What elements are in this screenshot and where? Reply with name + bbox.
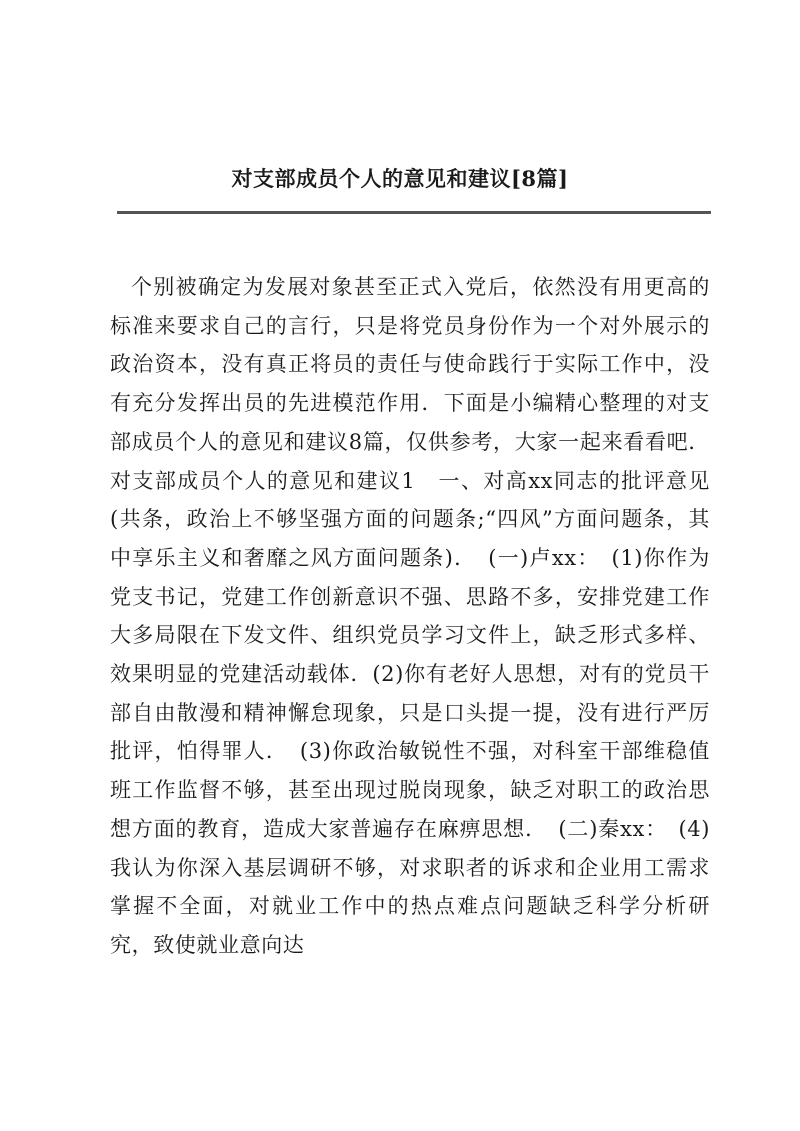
title-divider — [117, 211, 711, 214]
body-paragraph: 个别被确定为发展对象甚至正式入党后，依然没有用更高的标准来要求自己的言行，只是将党员身份作为一个对外展示的政治资本，没有真正将员的责任与使命践行于实际工作中，没有充分发挥出员的先进模范作用．下面是小编精心整理的对支部成员个人的意见和建议8篇，仅供参考，大家一起来看看吧．对支部成员个人的意见和建议1 一、对高xx同志的批评意见(共条，政治上不够坚强方面的问题条;“四风”方面问题条，其中享乐主义和奢靡之风方面问题条)． (一)卢xx： (1)你作为党支书记，党建工作创新意识不强、思路不多，安排党建工作大多局限在下发文件、组织党员学习文件上，缺乏形式多样、效果明显的党建活动载体．(2)你有老好人思想，对有的党员干部自由散漫和精神懈怠现象，只是口头提一提，没有进行严厉批评，怕得罪人． (3)你政治敏锐性不强，对科室干部维稳值班工作监督不够，甚至出现过脱岗现象，缺乏对职工的政治思想方面的教育，造成大家普遍存在麻痹思想． (二)秦xx： (4)我认为你深入基层调研不够，对求职者的诉求和企业用工需求掌握不全面，对就业工作中的热点难点问题缺乏科学分析研究，致使就业意向达 — [110, 275, 710, 957]
document-title: 对支部成员个人的意见和建议[8篇] — [231, 166, 569, 191]
